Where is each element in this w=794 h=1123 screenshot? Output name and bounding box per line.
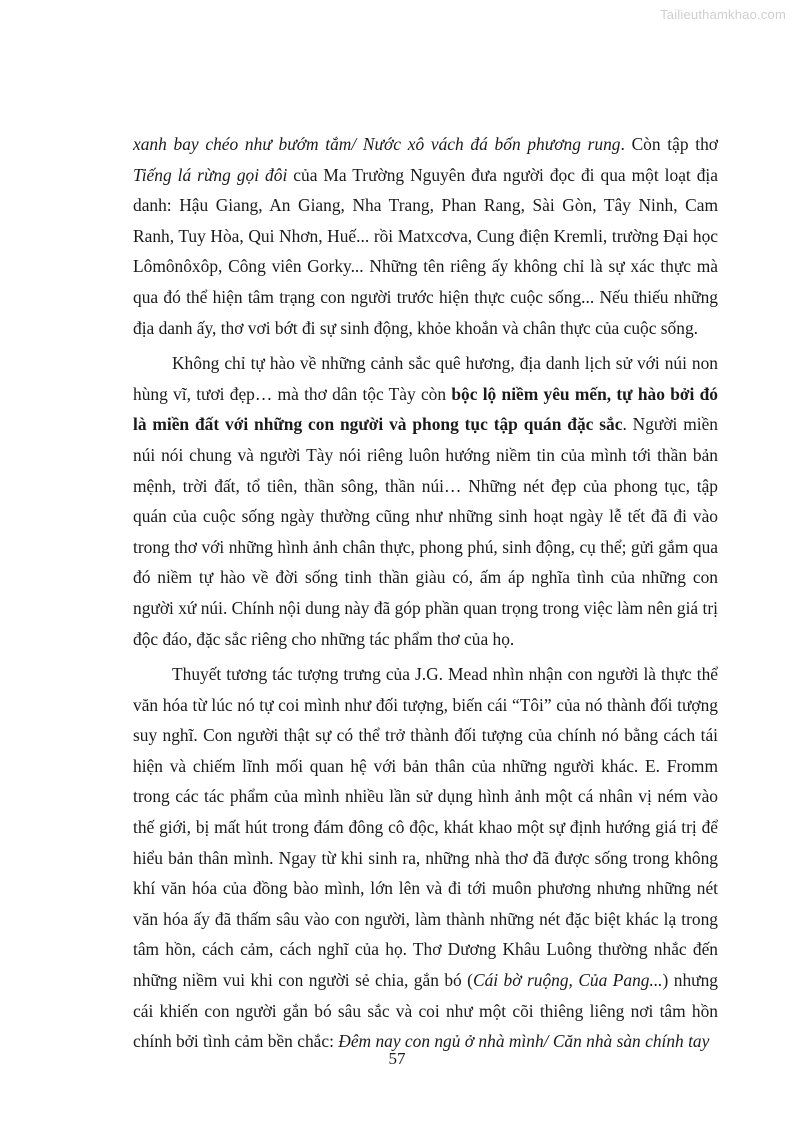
paragraph-2 — [133, 348, 718, 654]
text-run: Không chỉ tự hào về những cảnh sắc quê hương, địa danh lịch sử với núi non hùng vĩ, tươi đẹp… mà thơ dân tộc Tày còn — [133, 353, 718, 404]
text-run: xanh bay chéo như bướm tắm/ Nước xô vách đá bốn phương rung — [133, 134, 621, 154]
text-run: của Ma Trường Nguyên đưa người đọc đi qua một loạt địa danh: Hậu Giang, An Giang, Nha Trang, Phan Rang, Sài Gòn, Tây Ninh, Cam Ranh, Tuy Hòa, Qui Nhơn, Huế... rồi Matxcơva, Cung điện Kremli, trường Đại học Lômônôxôp, Công viên Gorky... Những tên riêng ấy không chỉ là sự xác thực mà qua đó thể hiện tâm trạng con người trước hiện thực cuộc sống... Nếu thiếu những địa danh ấy, thơ vơi bớt đi sự sinh động, khỏe khoắn và chân thực của cuộc sống. — [133, 164, 718, 338]
paragraph-1 — [133, 129, 718, 343]
page-number: 57 — [388, 1049, 406, 1068]
paragraph-3 — [133, 659, 718, 1057]
text-run: Đêm nay con ngủ ở nhà mình/ Căn nhà sàn chính tay — [338, 1031, 710, 1052]
page-body — [133, 129, 718, 1057]
text-run: . Người miền núi nói chung và người Tày nói riêng luôn hướng niềm tin của mình tới thần bản mệnh, trời đất, tổ tiên, thần sông, thần núi… Những nét đẹp của phong tục, tập quán của cuộc sống ngày thường cũng như những sinh hoạt ngày lễ tết đã đi vào trong thơ với những hình ảnh chân thực, phong phú, sinh động, cụ thể; gửi gắm qua đó niềm tự hào về đời sống tinh thần giàu có, ấm áp nghĩa tình của những con người xứ núi. Chính nội dung này đã góp phần quan trọng trong việc làm nên giá trị độc đáo, đặc sắc riêng cho những tác phẩm thơ của họ. — [133, 414, 718, 649]
text-run-bold: bộc lộ niềm yêu mến, tự hào bởi đó là miền đất với những con người và phong tục tập quán đặc sắc — [133, 383, 718, 435]
text-run: . Còn tập thơ — [620, 134, 718, 154]
text-run: Thuyết tương tác tượng trưng của J.G. Mead nhìn nhận con người là thực thể văn hóa từ lúc nó tự coi mình như đối tượng, biến cái “Tôi” của nó thành đối tượng suy nghĩ. Con người thật sự có thể trở thành đối tượng của chính nó bằng cách tái hiện và chiếm lĩnh mối quan hệ với bản thân của những người khác. E. Fromm trong các tác phẩm của mình nhiều lần sử dụng hình ảnh một cá nhân vị ném vào thế giới, bị mất hút trong đám đông cô độc, khát khao một sự định hướng giá trị để hiểu bản thân mình. Ngay từ khi sinh ra, những nhà thơ đã được sống trong không khí văn hóa của đồng bào mình, lớn lên và đi tới muôn phương nhưng những nét văn hóa ấy đã thấm sâu vào con người, làm thành những nét đặc biệt khác lạ trong tâm hồn, cách cảm, cách nghĩ của họ. Thơ Dương Khâu Luông thường nhắc đến những niềm vui khi con người sẻ chia, gắn bó ( — [133, 664, 718, 991]
watermark: Tailieuthamkhao.com — [660, 7, 786, 22]
text-run: Tiếng lá rừng gọi đôi — [133, 164, 288, 185]
text-run: ) nhưng cái khiến con người gắn bó sâu sắc và coi như một cõi thiêng liêng nơi tâm hồn chính bởi tình cảm bền chắc: — [133, 970, 718, 1052]
text-run: Cái bờ ruộng, Của Pang... — [472, 970, 663, 991]
